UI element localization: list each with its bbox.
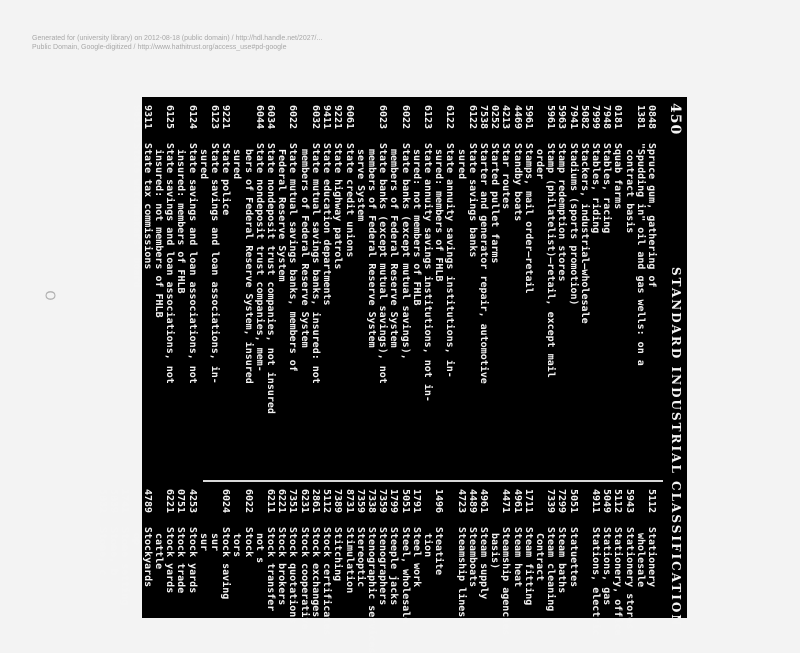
index-entry (254, 105, 265, 435)
sic-code: 6125 (164, 105, 176, 130)
industry-name: Stone, b (108, 527, 120, 576)
index-entry (298, 489, 310, 630)
sic-code: 8731 (343, 489, 355, 514)
index-entry (343, 105, 354, 435)
index-entry (299, 105, 310, 435)
sic-code: 2861 (309, 489, 321, 514)
index-entry (332, 489, 343, 618)
industry-name: Stockyards (141, 527, 153, 588)
index-entry (500, 105, 511, 435)
index-entry (97, 489, 108, 618)
industry-name: State banks (except mutual savings), (399, 143, 411, 360)
industry-name: Stationery stores (623, 527, 635, 630)
sic-code: 6044 (253, 105, 265, 130)
index-entry (646, 105, 657, 435)
index-entry (601, 105, 612, 435)
sic-code: 4723 (455, 489, 467, 514)
index-entry (365, 489, 377, 653)
industry-name: Stadiums (sports promotion) (567, 143, 579, 306)
industry-name: State savings banks (466, 143, 478, 258)
industry-name: Stationery, office (612, 527, 624, 636)
sic-code: 4471 (500, 489, 512, 514)
index-entry (231, 105, 242, 435)
sic-code: 1711 (522, 489, 534, 514)
index-entry (142, 489, 153, 618)
index-entry (444, 105, 455, 435)
industry-name: Stock saving (220, 527, 232, 600)
index-entry (164, 105, 175, 435)
index-entry (411, 489, 422, 618)
sic-code: 7941 (567, 105, 579, 130)
industry-name: Steamship agencies (500, 527, 512, 636)
index-entry (444, 489, 455, 618)
industry-name: contract basis (623, 143, 635, 234)
index-entry (276, 489, 287, 618)
industry-name: Stock transfer (265, 527, 277, 612)
index-entry (209, 489, 220, 618)
index-entry (523, 489, 534, 618)
sic-code: 6221 (164, 489, 176, 514)
page-number: 450 (667, 103, 683, 136)
industry-name: Stamp redemption stores (556, 143, 568, 282)
industry-name: State annuity savings institutions, in- (444, 143, 456, 378)
industry-name: Steel, wholesale (399, 527, 411, 624)
sic-code: 4253 (186, 489, 198, 514)
index-entry (231, 489, 242, 618)
industry-name: sured (197, 143, 209, 180)
index-entry (310, 489, 321, 618)
industry-name: wholesale (634, 527, 646, 588)
margin-mark: O (41, 290, 57, 301)
index-entry (635, 105, 646, 435)
industry-name: Contract (533, 527, 545, 582)
industry-name: State highway patrols (332, 143, 344, 270)
sic-code: 9651 (130, 105, 142, 130)
index-entry (579, 489, 590, 618)
index-entry (242, 105, 253, 435)
sic-code: 6024 (220, 489, 232, 514)
industry-name: members of Federal Reserve System (298, 143, 310, 348)
index-entry (209, 105, 220, 435)
industry-name: bers of Federal Reserve System, insured (242, 143, 254, 384)
industry-name: State savings and loan associations, not (186, 143, 198, 384)
index-entry (589, 489, 601, 636)
industry-name: Standby boats (511, 143, 523, 222)
index-entry (186, 105, 197, 435)
industry-name: Starter and generator repair, automotive (477, 143, 489, 384)
industry-name: Stenographic services (365, 527, 377, 653)
industry-name: sur (197, 527, 209, 552)
sic-code: 6022 (242, 489, 254, 514)
index-entry (455, 489, 466, 618)
index-entry (567, 105, 578, 435)
right-column (97, 489, 657, 653)
sic-code: 7339 (545, 489, 557, 514)
sic-code: 1381 (634, 105, 646, 130)
index-entry (276, 105, 287, 435)
index-entry (399, 489, 411, 624)
industry-name: Stackers, industrial—wholesale (578, 143, 590, 324)
index-entry (523, 105, 534, 435)
index-entry (355, 105, 366, 435)
index-entry (646, 489, 657, 618)
index-entry (623, 105, 634, 435)
sic-code: 5112 (612, 489, 624, 514)
industry-name: State nondeposit trust companies, not insured (265, 143, 277, 414)
sic-code: 4911 (589, 489, 601, 514)
industry-name: Stock yards (186, 527, 198, 594)
industry-name: Stitching (332, 527, 344, 582)
index-entry (433, 489, 444, 618)
industry-name: Stock cooperative (298, 527, 310, 630)
industry-name: Steam baths (556, 527, 568, 594)
industry-name: Spruce gum, gathering of (646, 143, 657, 288)
sic-code: 6022 (287, 105, 299, 130)
industry-name: Started pullet farms (489, 143, 501, 264)
index-entry (590, 105, 601, 435)
index-entry (635, 489, 646, 618)
index-entry (489, 489, 500, 618)
industry-name: members of Federal Reserve System (388, 143, 400, 348)
index-entry (467, 489, 478, 618)
index-entry (321, 489, 333, 636)
industry-name: Stereoptic (354, 527, 366, 588)
sic-code: 5032 (97, 489, 109, 514)
sic-code: 9411 (321, 105, 333, 130)
index-entry (175, 105, 186, 435)
index-entry (478, 105, 489, 435)
index-entry (612, 489, 624, 636)
industry-name: State banks (except mutual savings), not (377, 143, 389, 384)
sic-code: 7538 (477, 105, 489, 130)
industry-name: Steeple jacks (388, 527, 400, 606)
index-entry (545, 489, 556, 618)
sic-code: 7351 (287, 489, 299, 514)
sic-code: 6023 (377, 105, 389, 130)
sic-code: 7359 (354, 489, 366, 514)
industry-name: Steam cleaning (545, 527, 557, 612)
column-divider (203, 480, 663, 482)
industry-name: Stone setting (119, 527, 131, 606)
industry-name: insured: not members of FHLB (153, 143, 165, 318)
sic-code: 1496 (433, 489, 445, 514)
industry-name: State police (220, 143, 232, 216)
index-entry (198, 105, 209, 435)
index-entry (355, 489, 366, 618)
index-entry (186, 489, 197, 618)
industry-name: Steam supply (477, 527, 489, 600)
sic-code: 6122 (444, 105, 456, 130)
industry-name: insured: members of FHLB (175, 143, 187, 294)
sic-code: 5049 (601, 489, 613, 514)
industry-name: members of Federal Reserve System (365, 143, 377, 348)
industry-name: Statuettes (567, 527, 579, 588)
index-entry (366, 105, 377, 435)
sic-code: 9311 (141, 105, 153, 130)
industry-name: State tax commissions (141, 143, 153, 270)
industry-name: Squab farms (612, 143, 624, 210)
industry-name: State watchmakers' board (130, 143, 142, 288)
industry-name: Steam fitting (522, 527, 534, 606)
index-entry (153, 489, 164, 618)
index-entry (399, 105, 410, 435)
industry-name: "Spudding in" oil and gas wells: on a (634, 143, 646, 366)
index-entry (489, 105, 500, 435)
sic-code: 6124 (186, 105, 198, 130)
industry-name: Steatite (433, 527, 445, 576)
industry-name: State savings and loan associations, in- (209, 143, 221, 384)
index-entry (511, 105, 522, 435)
index-entry (175, 489, 186, 618)
index-entry (265, 489, 276, 618)
industry-name: Stables, riding (589, 143, 601, 234)
industry-name: Stock exchanges (309, 527, 321, 618)
index-entry (343, 489, 354, 618)
industry-name: sured (231, 143, 243, 180)
sic-code: 4961 (511, 489, 523, 514)
index-entry (377, 105, 388, 435)
sic-code: 6061 (343, 105, 355, 130)
running-head: STANDARD INDUSTRIAL CLASSIFICATION (669, 267, 683, 628)
index-entry (164, 489, 175, 618)
sic-code: 0848 (646, 105, 657, 130)
industry-name: sur (209, 527, 221, 552)
sic-code: 0181 (612, 105, 624, 130)
industry-name: Stationery (646, 527, 657, 588)
index-entry (545, 105, 556, 435)
sic-code: 6123 (209, 105, 221, 130)
industry-name: State mutual savings banks, insured: not (309, 143, 321, 384)
sic-code: 0252 (489, 105, 501, 130)
index-entry (153, 105, 164, 435)
index-entry (455, 105, 466, 435)
sic-code: 5961 (545, 105, 557, 130)
sic-code: 4469 (511, 105, 523, 130)
industry-name: State annuity savings institutions, not in- (421, 143, 433, 402)
industry-name: Stamps, mail order—retail (522, 143, 534, 294)
rotated-page (97, 97, 687, 653)
sic-code: 0751 (175, 489, 187, 514)
index-entry (220, 489, 231, 618)
sic-code: 5051 (399, 489, 411, 514)
sic-code: 4489 (466, 489, 478, 514)
industry-name: cattle (153, 527, 165, 570)
index-entry (265, 105, 276, 435)
index-entry (377, 489, 388, 618)
industry-name: Stock quotations (287, 527, 299, 624)
industry-name: order (533, 143, 545, 180)
index-entry (411, 105, 422, 435)
industry-name: Star routes (500, 143, 512, 210)
industry-name: not s (253, 527, 265, 564)
index-entry (478, 489, 489, 618)
scan-header-line: Public Domain, Google-digitized / http://www.hathitrust.org/access_use#pd-google (32, 44, 287, 51)
industry-name: State mutual savings banks, members of (287, 143, 299, 372)
industry-name: tion (421, 527, 433, 558)
index-entry (287, 489, 299, 624)
index-entry (310, 105, 321, 435)
industry-name: basis) (489, 527, 501, 570)
scan-header-line: Generated for (university library) on 2012-08-18 (public domain) / http://hdl.handle.net/2027/... (32, 35, 323, 42)
industry-name: sured: not members of FHLB (410, 143, 422, 306)
sic-code: 5051 (567, 489, 579, 514)
sic-code: 4961 (477, 489, 489, 514)
sic-code: 6123 (421, 105, 433, 130)
industry-name: Steamboats (466, 527, 478, 588)
industry-name: op (130, 527, 142, 546)
scan-header-note (32, 34, 632, 52)
industry-name: Stimulation (343, 527, 355, 594)
index-entry (130, 105, 141, 435)
sic-code: 5112 (321, 489, 333, 514)
index-entry (511, 489, 522, 618)
sic-code: 5943 (623, 489, 635, 514)
industry-name: Stables, racing (601, 143, 613, 234)
sic-code: 1741 (119, 489, 131, 514)
sic-code: 7389 (332, 489, 344, 514)
sic-code: 9221 (220, 105, 232, 130)
index-entry (142, 105, 153, 435)
index-entry (534, 489, 545, 618)
index-entry (567, 489, 578, 618)
industry-name: Stock yards (164, 527, 176, 594)
industry-name: Steel work (410, 527, 422, 588)
index-entry (220, 105, 231, 435)
index-entry (108, 489, 119, 618)
index-entry (467, 105, 478, 435)
sic-code: 7948 (601, 105, 613, 130)
industry-name: Stone, c (97, 527, 109, 576)
industry-name: Federal Reserve System (276, 143, 288, 282)
index-entry (579, 105, 590, 435)
index-entry (388, 105, 399, 435)
sic-code: 4213 (500, 105, 512, 130)
sic-code: 5039 (108, 489, 120, 514)
index-entry (556, 105, 567, 435)
sic-code: 1791 (410, 489, 422, 514)
sic-code: 5961 (522, 105, 534, 130)
sic-code: 5963 (556, 105, 568, 130)
index-entry (534, 105, 545, 435)
sic-code: 4789 (141, 489, 153, 514)
index-entry (254, 489, 265, 618)
sic-code: 6034 (265, 105, 277, 130)
index-entry (500, 489, 512, 636)
industry-name: Stations, electric (589, 527, 601, 636)
index-entry (422, 105, 433, 435)
industry-name: Stamp (philatelist)—retail, except mail (545, 143, 557, 378)
index-entry (198, 489, 209, 618)
sic-code: 5112 (646, 489, 657, 514)
sic-code: 6022 (399, 105, 411, 130)
index-entry (119, 489, 130, 618)
index-entry (130, 489, 141, 618)
industry-name: Stenographers (377, 527, 389, 606)
page-header (664, 103, 684, 628)
index-entry (242, 489, 253, 618)
index-entry (623, 489, 635, 630)
sic-code: 7359 (377, 489, 389, 514)
sic-code: 6231 (298, 489, 310, 514)
industry-name: Steam heat (511, 527, 523, 588)
index-entry (287, 105, 298, 435)
industry-name: serve System (354, 143, 366, 222)
industry-name: State credit unions (343, 143, 355, 258)
industry-name: Stock certificates (321, 527, 333, 636)
sic-code: 9221 (332, 105, 344, 130)
left-column (130, 105, 657, 435)
sic-code: 7299 (556, 489, 568, 514)
index-entry (422, 489, 433, 618)
sic-code: 6032 (309, 105, 321, 130)
sic-code: 6211 (265, 489, 277, 514)
sic-code: 6122 (466, 105, 478, 130)
industry-name: State savings and loan associations, not (164, 143, 176, 384)
index-entry (332, 105, 343, 435)
industry-name: Stations, gas (601, 527, 613, 606)
index-entry (612, 105, 623, 435)
index-entry (321, 105, 332, 435)
industry-name: sured (455, 143, 467, 180)
industry-name: Steamship lines (455, 527, 467, 618)
sic-code: 5082 (578, 105, 590, 130)
index-entry (601, 489, 612, 618)
industry-name: Stock trade (175, 527, 187, 594)
index-entry (388, 489, 399, 618)
sic-code: 6221 (276, 489, 288, 514)
scanned-page (97, 97, 687, 653)
industry-name: tors (231, 527, 243, 558)
industry-name: Stock brokers (276, 527, 288, 606)
industry-name: State education departments (321, 143, 333, 306)
industry-name: Stock (242, 527, 254, 558)
index-entry (556, 489, 567, 618)
index-entry (433, 105, 444, 435)
industry-name: State nondeposit trust companies, mem- (253, 143, 265, 372)
sic-code: 1799 (388, 489, 400, 514)
sic-code: 7338 (365, 489, 377, 514)
industry-name: sured: members of FHLB (433, 143, 445, 282)
sic-code: 7999 (589, 105, 601, 130)
